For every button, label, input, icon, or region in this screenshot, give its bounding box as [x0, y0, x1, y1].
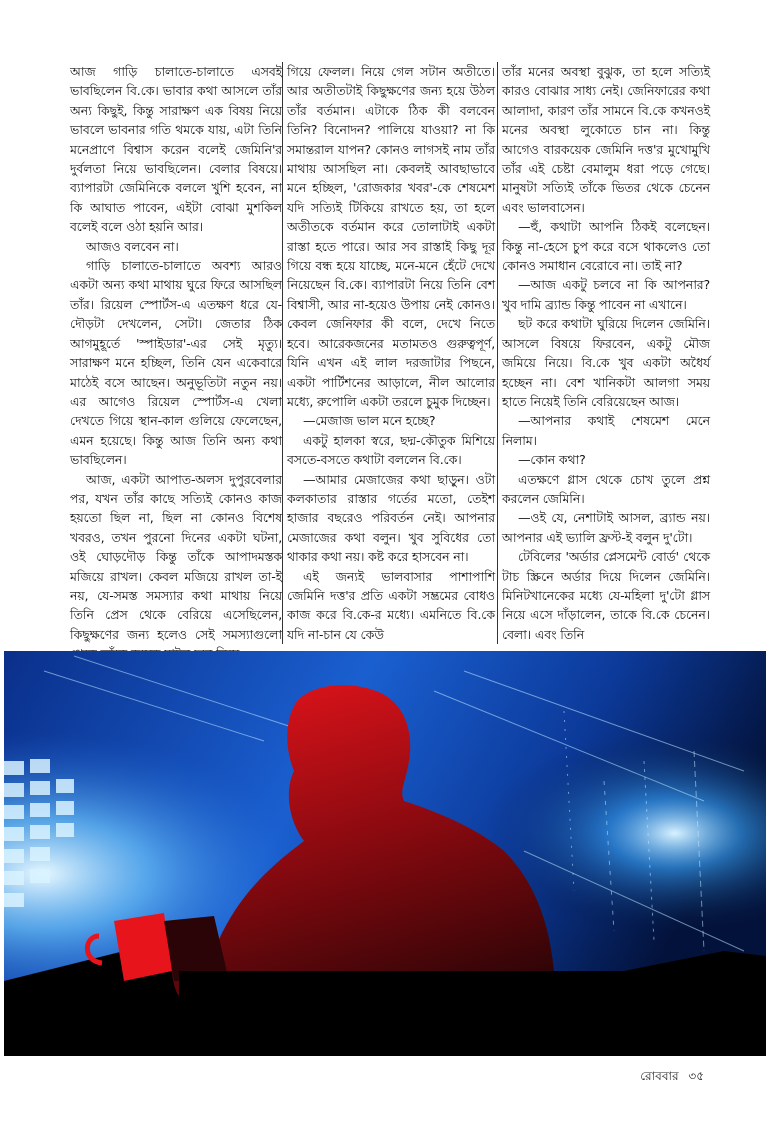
paragraph: —কোন কথা?	[518, 452, 586, 468]
paragraph: আজও বলবেন না।	[86, 238, 179, 254]
paragraph: গাড়ি চালাতে-চালাতে অবশ্য আরও একটা অন্য কথা মাথায় ঘুরে ফিরে আসছিল তাঁর। রিয়েল স্পোর্টস-এ এতক্ষণ ধরে যে-দৌড়টা দেখলেন, সেটা। জেতার ঠিক আগমুহূর্তে 'স্পাইডার'-এর সেই মৃত্যু। সারাক্ষণ মনে হচ্ছিল, তিনি যেন একেবারে মাঠেই বসে আছেন। অনুভূতিটা নতুন নয়। এর আগেও রিয়েল স্পোর্টস-এ খেলা দেখতে গিয়ে স্থান-কাল গুলিয়ে ফেলেছেন, এমন হয়েছে। কিন্তু আজ তিনি অন্য কথা ভাবছিলেন।	[70, 258, 282, 468]
text-column-3	[497, 62, 710, 644]
paragraph: —আমার মেজাজের কথা ছাড়ুন। ওটা কলকাতার রাস্তার গর্তের মতো, তেইশ হাজার বছরেও পরিবর্তন নেই। আপনার মেজাজের কথা বলুন। খুব সুবিধের তো থাকার কথা নয়। কষ্ট করে হাসবেন না।	[287, 471, 495, 565]
paragraph: ছট করে কথাটা ঘুরিয়ে দিলেন জেমিনি। আসলে বিষয়ে ফিরবেন, একটু মৌজ জমিয়ে নিয়ে। বি.কে খুব একটা অধৈর্য হচ্ছেন না। বেশ খানিকটা আলগা সময় হাতে নিয়েই তিনি বেরিয়েছেন আজ।	[502, 316, 710, 409]
paragraph: —ওই যে, নেশাটাই আসল, ব্র্যান্ড নয়। আপনার এই ভ্যালি ফ্রস্ট-ই বলুন দু'টো।	[502, 510, 710, 545]
desk	[179, 971, 659, 1056]
page-number: ৩৫	[688, 1069, 704, 1083]
paragraph: —মেজাজ ভাল মনে হচ্ছে?	[303, 413, 436, 429]
paragraph: গিয়ে ফেলল। নিয়ে গেল সটান অতীতে। আর অতীতটাই কিছুক্ষণের জন্য হয়ে উঠল তাঁর বর্তমান। এটাকে ঠিক কী বলবেন তিনি? বিনোদন? পালিয়ে যাওয়া? না কি সমান্তরাল যাপন? কোনও লাগসই নাম তাঁর মাথায় আসছিল না। কেবলই আবছাভাবে মনে হচ্ছিল, 'রোজকার খবর'-কে শেষমেশ যদি সত্যিই টিকিয়ে রাখতে হয়, তা হলে অতীতকে বর্তমান করে তোলাটাই একটা রাস্তা হতে পারে। আর সব রাস্তাই কিছু দূর গিয়ে বন্ধ হয়ে যাচ্ছে, মনে-মনে হেঁটে দেখে নিয়েছেন বি.কে। ব্যাপারটা নিয়ে তিনি বেশ বিশ্বাসী, আর না-হয়েও উপায় নেই কোনও। কেবল জেনিফার কী বলে, দেখে নিতে হবে। আরেকজনের মতামতও গুরুত্বপূর্ণ, যিনি এখন এই লাল দরজাটার পিছনে, একটা পার্টিশনের আড়ালে, নীল আলোর মধ্যে, রুপোলি একটা তরলে চুমুক দিচ্ছেন।	[287, 64, 495, 409]
paragraph: তাঁর মনের অবস্থা বুঝুক, তা হলে সত্যিই কারও বোঝার সাধ্য নেই। জেনিফারের কথা আলাদা, কারণ তাঁর সামনে বি.কে কখনওই মনের অবস্থা লুকোতে চান না। কিন্তু আগেও বারকয়েক জেমিনি দত্ত'র মুখোমুখি তাঁর এই চেষ্টা বেমালুম ধরা পড়ে গেছে। মানুষটা সত্যিই তাঁকে ভিতর থেকে চেনেন এবং ভালবাসেন।	[502, 64, 710, 215]
paragraph: এই জন্যই ভালবাসার পাশাপাশি জেমিনি দত্ত'র প্রতি একটা সম্ভ্রমের বোধও কাজ করে বি.কে-র মধ্যে। এমনিতে বি.কে যদি না-চান যে কেউ	[287, 568, 495, 642]
paragraph: এতক্ষণে গ্লাস থেকে চোখ তুলে প্রশ্ন করলেন জেমিনি।	[502, 471, 710, 506]
paragraph: —আজ একটু চলবে না কি আপনার? খুব দামি ব্র্যান্ড কিন্তু পাবেন না এখানে।	[502, 277, 710, 312]
illustration-svg	[4, 651, 766, 1056]
text-column-2	[282, 62, 495, 644]
paragraph: আজ গাড়ি চালাতে-চালাতে এসবই ভাবছিলেন বি.কে। ভাবার কথা আসলে তাঁর অন্য কিছুই, কিন্তু সারাক্ষণ এক বিষয় নিয়ে ভাবলে ভাবনার গতি থমকে যায়, এটা তিনি মনেপ্রাণে বিশ্বাস করেন বলেই জেমিনি'র দুর্বলতা নিয়ে ভাবছিলেন। বেলার বিষয়ে। ব্যাপারটা জেমিনিকে বললে খুশি হবেন, না কি আঘাত পাবেন, এইটা বোঝা মুশকিল বলেই বলে ওঠা হয়নি আর।	[70, 64, 282, 235]
text-column-1	[70, 62, 282, 664]
cup	[114, 913, 172, 981]
illustration	[4, 651, 766, 1056]
paragraph: —হুঁ, কথাটা আপনি ঠিকই বলেছেন। কিন্তু না-হেসে চুপ করে বসে থাকলেও তো কোনও সমাধান বেরোবে না। তাই না?	[502, 219, 710, 274]
section-name: রোববার	[640, 1069, 679, 1083]
paragraph: টেবিলের 'অর্ডার প্লেসমেন্ট বোর্ড' থেকে টাচ স্ক্রিনে অর্ডার দিয়ে দিলেন জেমিনি। মিনিটখানেকের মধ্যে যে-মহিলা দু'টো গ্লাস নিয়ে এসে দাঁড়ালেন, তাকে বি.কে চেনেন। বেলা। এবং তিনি	[502, 549, 710, 642]
paragraph: একটু হালকা স্বরে, ছদ্ম-কৌতুক মিশিয়ে বসতে-বসতে কথাটা বললেন বি.কে।	[287, 432, 495, 468]
paragraph: আজ, একটা আপাত-অলস দুপুরবেলার পর, যখন তাঁর কাছে সত্যিই কোনও কাজ হয়তো ছিল না, ছিল না কোনও বিশেষ খবরও, তখন পুরনো দিনের একটা ঘটনা, ওই ঘোড়দৌড় কিন্তু তাঁকে আপাদমস্তক মজিয়ে রাখল। কেবল মজিয়ে রাখল তা-ই নয়, যে-সমস্ত সমস্যার কথা মাথায় নিয়ে তিনি প্রেস থেকে বেরিয়ে এসেছিলেন, কিছুক্ষণের জন্য হলেও সেই সমস্যাগুলো	[70, 471, 282, 642]
page-footer	[634, 1068, 704, 1088]
paragraph: —আপনার কথাই শেষমেশ মেনে নিলাম।	[502, 413, 710, 448]
